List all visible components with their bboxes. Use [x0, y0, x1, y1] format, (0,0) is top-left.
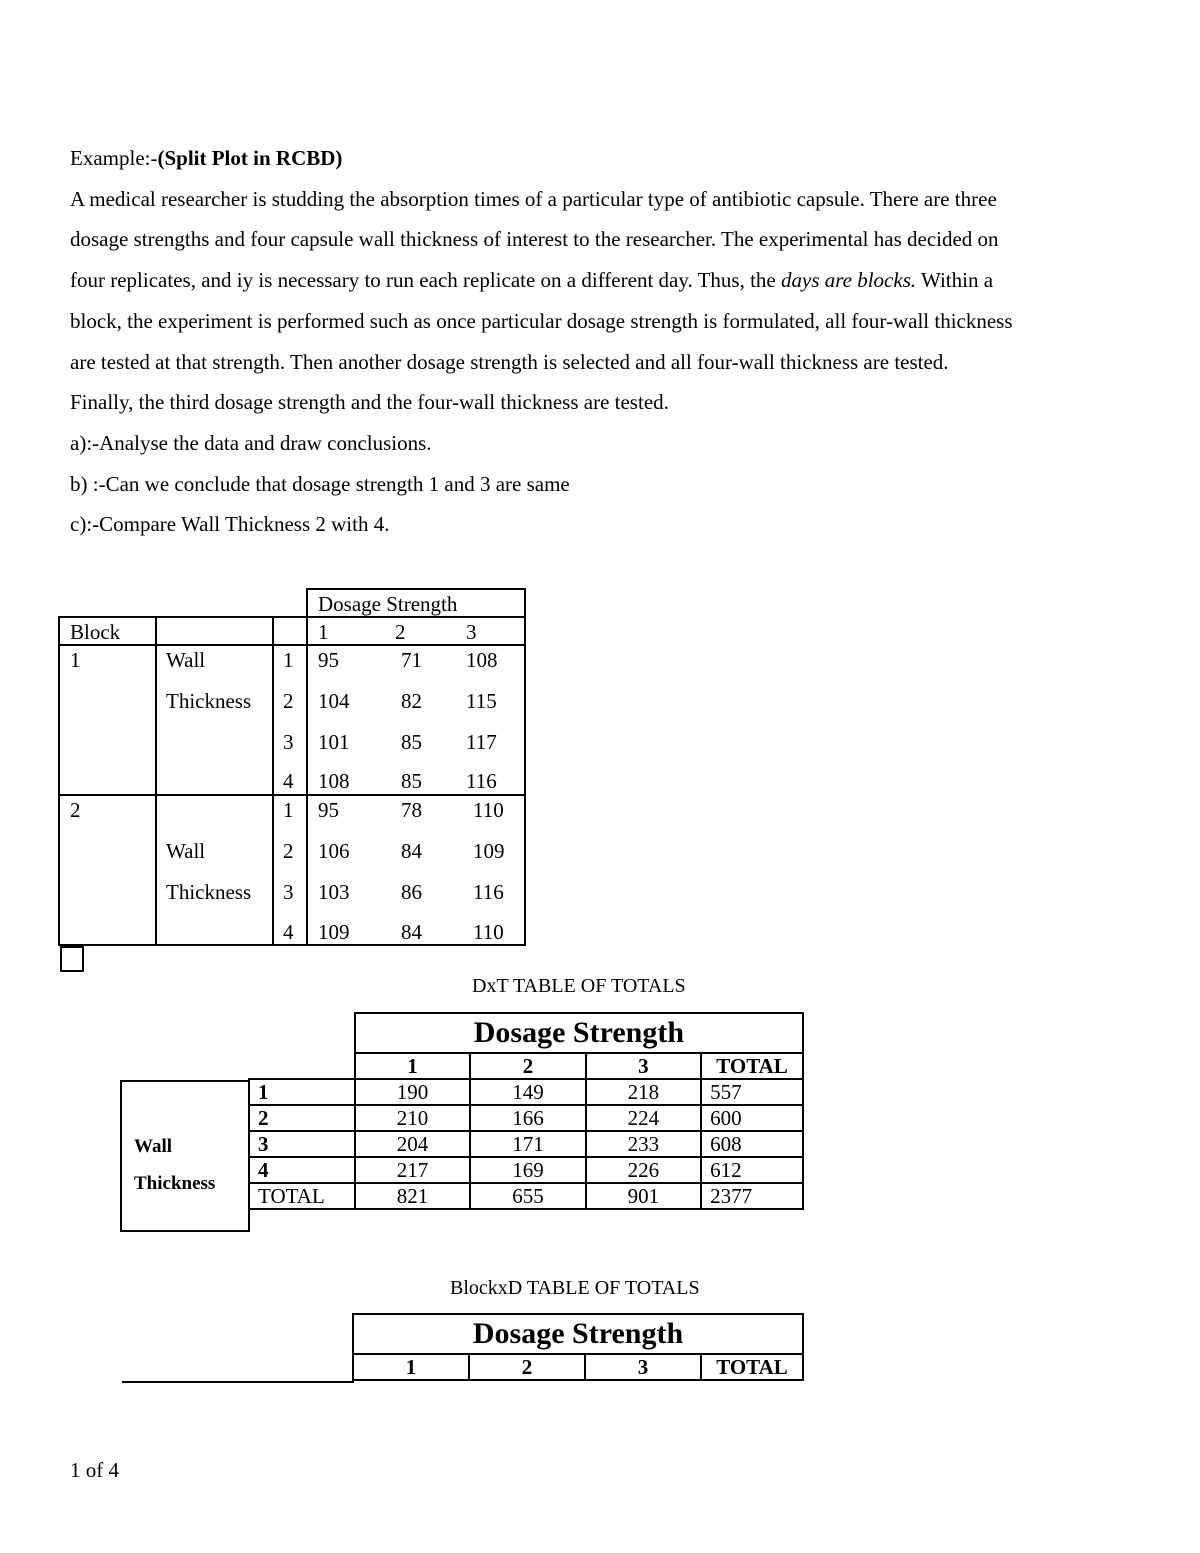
- raw-value: 108: [318, 769, 350, 793]
- wall-thickness-level: 4: [283, 920, 294, 944]
- raw-value: 116: [473, 880, 504, 904]
- raw-value: 108: [466, 648, 498, 672]
- table-row: [249, 1079, 803, 1105]
- raw-value: 95: [318, 798, 339, 822]
- raw-value: 95: [318, 648, 339, 672]
- table-cell: 2377: [701, 1183, 803, 1209]
- example-heading: Example:-(Split Plot in RCBD): [70, 146, 343, 170]
- table-cell: 226: [586, 1157, 701, 1183]
- column-divider: [272, 616, 274, 946]
- dosage-strength-header: Dosage Strength: [353, 1314, 803, 1354]
- wall-thickness-level: 4: [283, 769, 294, 793]
- table-cell: 233: [586, 1131, 701, 1157]
- block-label: 2: [70, 798, 81, 822]
- table-row: [249, 1183, 803, 1209]
- table-row: [249, 1157, 803, 1183]
- column-header: TOTAL: [701, 1354, 803, 1380]
- wall-thickness-level: 3: [283, 880, 294, 904]
- thickness-label: Thickness: [166, 880, 252, 904]
- column-header: 2: [470, 1053, 585, 1079]
- raw-value: 110: [473, 798, 504, 822]
- dxt-table-caption: DxT TABLE OF TOTALS: [472, 975, 686, 997]
- paragraph-line: four replicates, and iy is necessary to run each replicate on a different day. Thus, the days are blocks. Within a: [70, 268, 994, 293]
- raw-value: 71: [401, 648, 422, 672]
- row-label: 3: [249, 1131, 355, 1157]
- raw-value: 86: [401, 880, 422, 904]
- empty-marker-box: [60, 946, 84, 972]
- table-cell: 149: [470, 1079, 585, 1105]
- raw-value: 85: [401, 769, 422, 793]
- block-header: Block: [70, 620, 121, 644]
- bxd-table-caption: BlockxD TABLE OF TOTALS: [450, 1277, 700, 1299]
- table-cell: 210: [355, 1105, 470, 1131]
- table-cell: 217: [355, 1157, 470, 1183]
- table-row: [249, 1105, 803, 1131]
- column-divider: [155, 616, 157, 946]
- emphasis-text: days are blocks.: [781, 268, 917, 293]
- raw-value: 106: [318, 839, 350, 863]
- question-a: a):-Analyse the data and draw conclusions.: [70, 430, 432, 455]
- raw-value: 84: [401, 920, 422, 944]
- table-rule: [122, 1381, 354, 1383]
- raw-value: 109: [318, 920, 350, 944]
- raw-value: 116: [466, 769, 497, 793]
- table-cell: 655: [470, 1183, 585, 1209]
- wall-thickness-level: 2: [283, 689, 294, 713]
- row-label: 2: [249, 1105, 355, 1131]
- thickness-label: Thickness: [166, 689, 252, 713]
- raw-value: 110: [473, 920, 504, 944]
- column-header: 1: [353, 1354, 469, 1380]
- header-row: [58, 616, 526, 646]
- table-cell: 612: [701, 1157, 803, 1183]
- row-label: 4: [249, 1157, 355, 1183]
- wall-thickness-level: 3: [283, 730, 294, 754]
- paragraph-line: dosage strengths and four capsule wall thickness of interest to the researcher. The experimental has decided on: [70, 227, 999, 252]
- raw-value: 78: [401, 798, 422, 822]
- paragraph-line: Finally, the third dosage strength and the four-wall thickness are tested.: [70, 390, 669, 415]
- table-cell: 204: [355, 1131, 470, 1157]
- dxt-totals-table: [248, 1012, 804, 1210]
- paragraph-line: A medical researcher is studding the absorption times of a particular type of antibiotic capsule. There are three: [70, 186, 997, 211]
- dosage-strength-header: Dosage Strength: [355, 1013, 803, 1053]
- raw-value: 109: [473, 839, 505, 863]
- wall-label: Wall: [166, 839, 206, 863]
- table-cell: 169: [470, 1157, 585, 1183]
- table-cell: 901: [586, 1183, 701, 1209]
- page-number: 1 of 4: [70, 1458, 119, 1482]
- raw-value: 115: [466, 689, 497, 713]
- raw-value: 84: [401, 839, 422, 863]
- raw-value: 101: [318, 730, 350, 754]
- wall-thickness-level: 2: [283, 839, 294, 863]
- wall-thickness-level: 1: [283, 648, 294, 672]
- raw-value: 82: [401, 689, 422, 713]
- table-cell: 190: [355, 1079, 470, 1105]
- block-label: 1: [70, 648, 81, 672]
- raw-value: 103: [318, 880, 350, 904]
- dosage-level: 1: [318, 620, 329, 644]
- question-b: b) :-Can we conclude that dosage strength 1 and 3 are same: [70, 471, 570, 496]
- wall-label: Wall: [166, 648, 206, 672]
- dosage-level: 3: [466, 620, 477, 644]
- table-cell: 166: [470, 1105, 585, 1131]
- paragraph-line: are tested at that strength. Then another dosage strength is selected and all four-wall thickness are tested.: [70, 349, 949, 374]
- column-header: 3: [586, 1053, 701, 1079]
- dosage-strength-header: Dosage Strength: [318, 592, 458, 616]
- wall-thickness-group-label: [134, 1128, 215, 1202]
- table-row: [249, 1131, 803, 1157]
- question-c: c):-Compare Wall Thickness 2 with 4.: [70, 512, 390, 537]
- column-header: 1: [355, 1053, 470, 1079]
- column-header: 2: [469, 1354, 585, 1380]
- table-cell: 224: [586, 1105, 701, 1131]
- table-cell: 557: [701, 1079, 803, 1105]
- table-cell: 218: [586, 1079, 701, 1105]
- table-cell: 608: [701, 1131, 803, 1157]
- column-divider: [306, 616, 308, 946]
- column-header: 3: [585, 1354, 701, 1380]
- row-label: TOTAL: [249, 1183, 355, 1209]
- table-cell: 600: [701, 1105, 803, 1131]
- row-label: 1: [249, 1079, 355, 1105]
- wall-thickness-level: 1: [283, 798, 294, 822]
- dosage-level: 2: [395, 620, 406, 644]
- bxd-totals-table: [352, 1313, 804, 1381]
- paragraph-line: block, the experiment is performed such as once particular dosage strength is formulated, all four-wall thickness: [70, 308, 1013, 333]
- raw-value: 117: [466, 730, 497, 754]
- thickness-label: Thickness: [134, 1173, 216, 1194]
- table-cell: 821: [355, 1183, 470, 1209]
- column-header: TOTAL: [701, 1053, 803, 1079]
- raw-value: 104: [318, 689, 350, 713]
- table-cell: 171: [470, 1131, 585, 1157]
- raw-value: 85: [401, 730, 422, 754]
- wall-label: Wall: [134, 1136, 173, 1157]
